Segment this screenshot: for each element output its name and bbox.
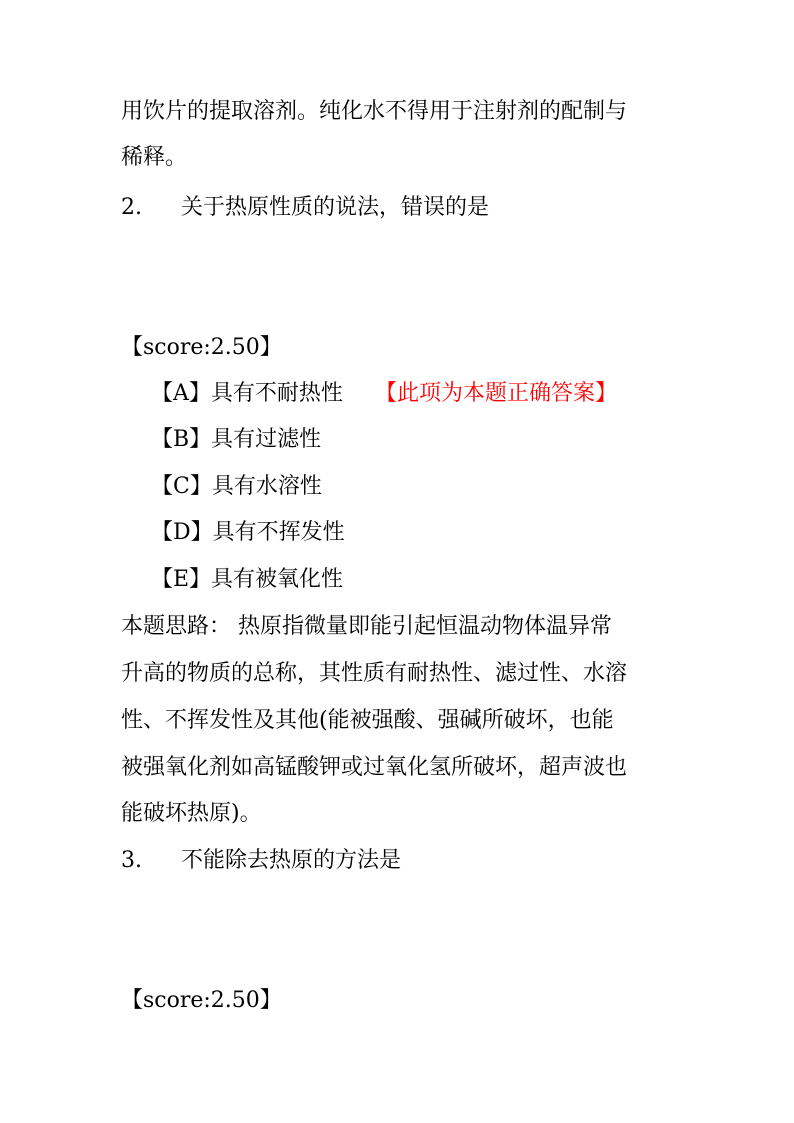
question-2-text: 关于热原性质的说法，错误的是 — [181, 195, 490, 220]
option-b: 【B】具有过滤性 — [151, 427, 322, 452]
analysis-line-2: 升高的物质的总称，其性质有耐热性、滤过性、水溶 — [121, 661, 628, 686]
question-3-score: 【score:2.50】 — [121, 988, 282, 1013]
option-a: 【A】具有不耐热性 — [151, 381, 343, 406]
previous-answer-text-line-1: 用饮片的提取溶剂。纯化水不得用于注射剂的配制与 — [121, 99, 628, 124]
analysis-line-5: 能破坏热原)。 — [121, 801, 262, 826]
option-e: 【E】具有被氧化性 — [151, 567, 344, 592]
analysis-line-3: 性、不挥发性及其他(能被强酸、强碱所破坏，也能 — [121, 708, 614, 733]
question-2-score: 【score:2.50】 — [121, 335, 282, 360]
option-c: 【C】具有水溶性 — [151, 474, 322, 499]
question-2-number: 2. — [121, 195, 142, 220]
analysis-line-1: 本题思路： 热原指微量即能引起恒温动物体温异常 — [121, 614, 612, 639]
option-d: 【D】具有不挥发性 — [151, 520, 345, 545]
previous-answer-text-line-2: 稀释。 — [121, 145, 188, 170]
analysis-line-4: 被强氧化剂如高锰酸钾或过氧化氢所破坏，超声波也 — [121, 755, 628, 780]
correct-answer-mark: 【此项为本题正确答案】 — [375, 381, 618, 406]
question-3-number: 3. — [121, 848, 142, 873]
question-3-text: 不能除去热原的方法是 — [181, 848, 402, 873]
